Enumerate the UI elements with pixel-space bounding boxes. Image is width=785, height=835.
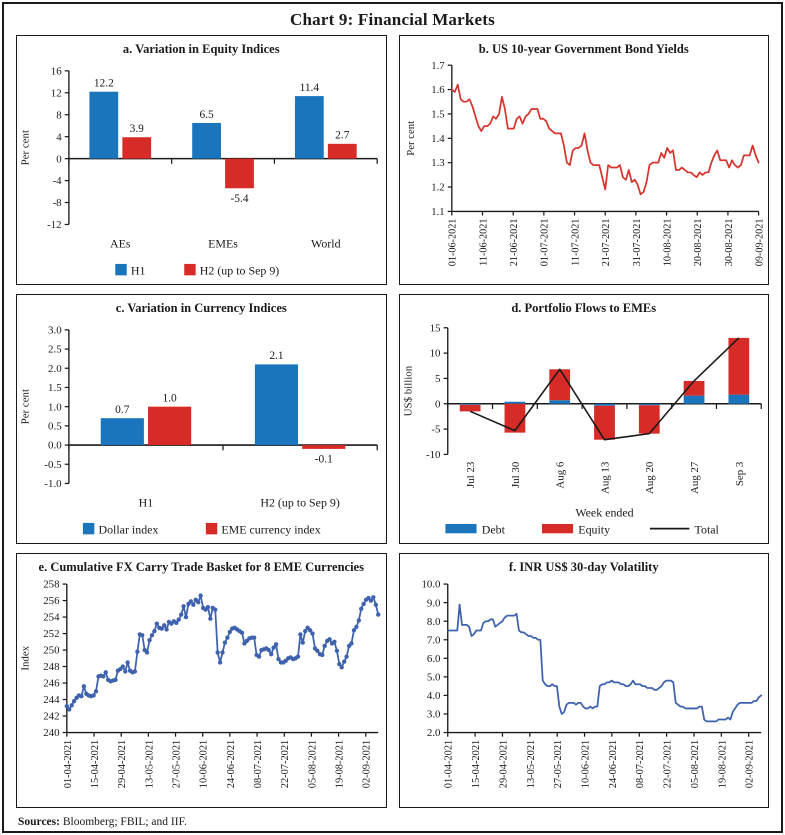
- svg-text:3.0: 3.0: [426, 708, 440, 721]
- svg-text:EME currency index: EME currency index: [221, 522, 321, 537]
- svg-text:-12: -12: [47, 219, 62, 232]
- currency-indices-chart: [17, 316, 386, 543]
- panel-e-fx-carry-basket: [16, 553, 387, 808]
- svg-text:258: 258: [43, 578, 60, 591]
- svg-text:12: 12: [50, 87, 62, 100]
- svg-text:256: 256: [43, 595, 60, 608]
- svg-text:-5: -5: [430, 423, 440, 436]
- svg-text:254: 254: [43, 611, 60, 624]
- svg-text:-8: -8: [52, 197, 62, 210]
- svg-text:252: 252: [43, 628, 60, 641]
- svg-text:0.0: 0.0: [48, 439, 62, 452]
- svg-text:22-07-2021: 22-07-2021: [280, 739, 292, 789]
- svg-text:AEs: AEs: [110, 236, 131, 251]
- panel-a-equity-indices: [16, 35, 387, 285]
- svg-text:6.5: 6.5: [199, 108, 214, 121]
- svg-text:-0.1: -0.1: [314, 453, 333, 466]
- svg-text:H1: H1: [130, 263, 146, 278]
- panel-b-title: b. US 10-year Government Bond Yields: [478, 42, 689, 56]
- svg-text:Total: Total: [694, 522, 719, 537]
- svg-text:02-09-2021: 02-09-2021: [744, 739, 756, 789]
- svg-text:Debt: Debt: [481, 522, 505, 537]
- svg-text:246: 246: [43, 677, 60, 690]
- svg-text:8.0: 8.0: [426, 615, 440, 628]
- svg-text:Aug 27: Aug 27: [688, 461, 701, 495]
- svg-text:250: 250: [43, 644, 60, 657]
- svg-text:10: 10: [429, 347, 440, 360]
- svg-text:08-07-2021: 08-07-2021: [634, 739, 646, 789]
- panel-d-portfolio-flows: [399, 294, 770, 544]
- svg-text:Sep 3: Sep 3: [733, 461, 746, 487]
- panels-grid: [16, 35, 769, 808]
- svg-text:1.6: 1.6: [430, 84, 445, 97]
- svg-text:1.1: 1.1: [430, 205, 445, 218]
- svg-text:3.9: 3.9: [129, 123, 144, 136]
- svg-text:1.0: 1.0: [162, 392, 177, 405]
- svg-text:H2 (up to Sep 9): H2 (up to Sep 9): [199, 263, 280, 278]
- svg-text:1.0: 1.0: [48, 401, 62, 414]
- svg-text:20-08-2021: 20-08-2021: [692, 218, 704, 267]
- svg-text:13-05-2021: 13-05-2021: [525, 739, 537, 789]
- svg-text:01-04-2021: 01-04-2021: [62, 739, 74, 789]
- svg-text:12.2: 12.2: [93, 77, 114, 90]
- svg-text:2.5: 2.5: [48, 343, 62, 356]
- svg-text:24-06-2021: 24-06-2021: [607, 739, 619, 789]
- svg-text:7.0: 7.0: [426, 634, 440, 647]
- svg-text:21-07-2021: 21-07-2021: [600, 218, 612, 267]
- svg-text:2.1: 2.1: [269, 350, 284, 363]
- svg-text:Equity: Equity: [577, 522, 610, 537]
- svg-text:2.0: 2.0: [426, 727, 440, 740]
- svg-text:Aug 13: Aug 13: [598, 461, 611, 495]
- svg-text:US$ billion: US$ billion: [401, 365, 414, 417]
- svg-text:13-05-2021: 13-05-2021: [144, 739, 156, 789]
- svg-text:05-08-2021: 05-08-2021: [307, 739, 319, 789]
- svg-text:10-06-2021: 10-06-2021: [198, 739, 210, 789]
- panel-d-title: d. Portfolio Flows to EMEs: [511, 301, 657, 315]
- svg-text:6.0: 6.0: [426, 652, 440, 665]
- svg-text:16: 16: [50, 65, 62, 78]
- svg-text:27-05-2021: 27-05-2021: [171, 739, 183, 789]
- svg-text:2.0: 2.0: [48, 362, 62, 375]
- svg-text:09-09-2021: 09-09-2021: [753, 218, 765, 267]
- svg-text:0: 0: [434, 398, 440, 411]
- portfolio-flows-chart: [400, 316, 769, 543]
- panel-a-title: a. Variation in Equity Indices: [122, 42, 280, 56]
- svg-text:1.3: 1.3: [430, 157, 445, 170]
- sources-text: Bloomberg; FBIL; and IIF.: [59, 816, 187, 828]
- panel-b-bond-yields: [399, 35, 770, 285]
- svg-text:Dollar index: Dollar index: [98, 522, 159, 537]
- svg-text:02-09-2021: 02-09-2021: [361, 739, 373, 789]
- svg-text:240: 240: [43, 727, 60, 740]
- svg-text:3.0: 3.0: [48, 324, 62, 337]
- svg-text:Per cent: Per cent: [19, 129, 32, 166]
- svg-text:10.0: 10.0: [420, 578, 440, 591]
- svg-text:19-08-2021: 19-08-2021: [334, 739, 346, 789]
- svg-text:H2 (up to Sep 9): H2 (up to Sep 9): [260, 495, 340, 510]
- equity-indices-chart: [17, 57, 386, 284]
- svg-text:5: 5: [434, 373, 440, 386]
- svg-text:Index: Index: [19, 645, 32, 671]
- svg-text:1.7: 1.7: [430, 59, 445, 72]
- svg-text:29-04-2021: 29-04-2021: [117, 739, 129, 789]
- svg-text:244: 244: [43, 694, 60, 707]
- svg-text:27-05-2021: 27-05-2021: [552, 739, 564, 789]
- svg-text:22-07-2021: 22-07-2021: [662, 739, 674, 789]
- svg-text:29-04-2021: 29-04-2021: [497, 739, 509, 789]
- svg-text:01-07-2021: 01-07-2021: [539, 218, 551, 267]
- svg-text:10-06-2021: 10-06-2021: [579, 739, 591, 789]
- inr-volatility-chart: [400, 575, 769, 807]
- svg-text:EMEs: EMEs: [208, 236, 238, 251]
- svg-text:242: 242: [43, 710, 60, 723]
- svg-text:Jul 23: Jul 23: [464, 461, 477, 488]
- svg-text:05-08-2021: 05-08-2021: [689, 739, 701, 789]
- svg-text:-0.5: -0.5: [44, 458, 62, 471]
- svg-text:10-08-2021: 10-08-2021: [661, 218, 673, 267]
- svg-text:15-04-2021: 15-04-2021: [470, 739, 482, 789]
- svg-text:21-06-2021: 21-06-2021: [508, 218, 520, 267]
- sources-note: [18, 816, 767, 828]
- chart-frame: [2, 2, 783, 833]
- svg-text:24-06-2021: 24-06-2021: [225, 739, 237, 789]
- svg-text:0.5: 0.5: [48, 420, 62, 433]
- svg-text:1.5: 1.5: [48, 382, 62, 395]
- svg-text:11.4: 11.4: [299, 81, 320, 94]
- svg-text:Per cent: Per cent: [404, 120, 417, 156]
- page-title: Chart 9: Financial Markets: [290, 10, 495, 29]
- svg-text:-4: -4: [52, 175, 62, 188]
- svg-text:19-08-2021: 19-08-2021: [716, 739, 728, 789]
- svg-text:-5.4: -5.4: [230, 192, 249, 205]
- svg-text:11-06-2021: 11-06-2021: [477, 218, 489, 266]
- svg-text:Aug 20: Aug 20: [643, 461, 656, 495]
- svg-text:30-08-2021: 30-08-2021: [723, 218, 735, 267]
- svg-text:15: 15: [429, 322, 440, 335]
- fx-carry-basket-chart: [17, 575, 386, 807]
- svg-text:-1.0: -1.0: [44, 478, 62, 491]
- svg-text:2.7: 2.7: [335, 129, 350, 142]
- bond-yields-chart: [400, 57, 769, 284]
- svg-text:-10: -10: [425, 449, 440, 462]
- svg-text:9.0: 9.0: [426, 597, 440, 610]
- svg-text:Jul 30: Jul 30: [509, 461, 522, 488]
- panel-f-title: f. INR US$ 30-day Volatility: [508, 560, 659, 574]
- sources-label: Sources:: [18, 816, 60, 828]
- panel-e-title: e. Cumulative FX Carry Trade Basket for 8 EME Currencies: [38, 560, 364, 574]
- svg-text:Week ended: Week ended: [574, 505, 634, 520]
- svg-text:01-06-2021: 01-06-2021: [447, 218, 459, 267]
- panel-f-inr-volatility: [399, 553, 770, 808]
- svg-text:31-07-2021: 31-07-2021: [631, 218, 643, 267]
- svg-text:248: 248: [43, 661, 60, 674]
- svg-text:1.2: 1.2: [430, 181, 445, 194]
- panel-c-title: c. Variation in Currency Indices: [115, 301, 287, 315]
- svg-text:8: 8: [56, 109, 62, 122]
- svg-text:World: World: [311, 236, 341, 251]
- svg-text:H1: H1: [138, 495, 154, 510]
- svg-text:11-07-2021: 11-07-2021: [569, 218, 581, 266]
- svg-text:15-04-2021: 15-04-2021: [89, 739, 101, 789]
- svg-text:4: 4: [56, 131, 62, 144]
- svg-text:5.0: 5.0: [426, 671, 440, 684]
- panel-c-currency-indices: [16, 294, 387, 544]
- svg-text:08-07-2021: 08-07-2021: [253, 739, 265, 789]
- svg-text:Per cent: Per cent: [19, 388, 32, 425]
- svg-text:1.4: 1.4: [430, 132, 445, 145]
- svg-text:0.7: 0.7: [115, 403, 130, 416]
- svg-text:0: 0: [56, 153, 62, 166]
- svg-text:1.5: 1.5: [430, 108, 445, 121]
- svg-text:4.0: 4.0: [426, 690, 440, 703]
- svg-text:Aug 6: Aug 6: [554, 461, 567, 489]
- svg-text:01-04-2021: 01-04-2021: [443, 739, 455, 789]
